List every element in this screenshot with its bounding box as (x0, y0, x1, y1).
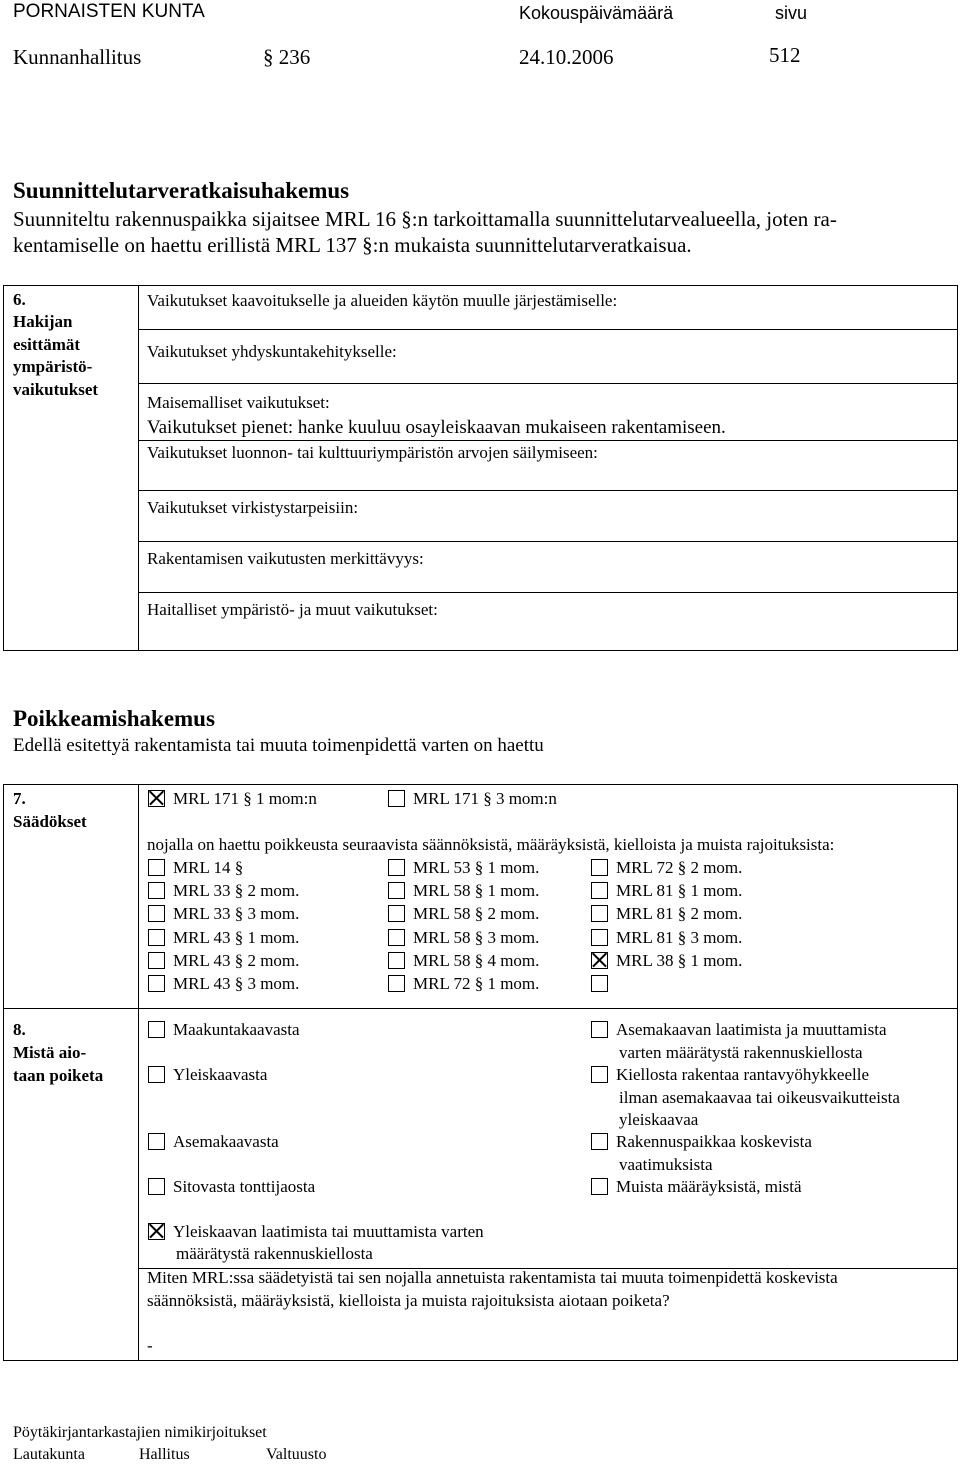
impact-label-significance: Rakentamisen vaikutusten merkittävyys: (147, 549, 424, 568)
option-label: MRL 72 § 1 mom. (413, 974, 540, 993)
option-label: MRL 58 § 4 mom. (413, 951, 540, 970)
option-label: MRL 81 § 2 mom. (616, 904, 743, 923)
impact-label-harmful: Haitalliset ympäristö- ja muut vaikutukset: (147, 600, 438, 619)
option-label: MRL 58 § 2 mom. (413, 904, 540, 923)
footer-body-executive: Hallitus (139, 1446, 190, 1463)
impact-label-nature: Vaikutukset luonnon- tai kulttuuriympäristön arvojen säilymiseen: (147, 443, 598, 462)
intro-line-2: kentamiselle on haettu erillistä MRL 137 §:n mukaista suunnittelutarveratkaisua. (13, 233, 692, 257)
municipality-name: PORNAISTEN KUNTA (13, 1, 205, 22)
checkbox-mrl171-1[interactable] (148, 790, 165, 807)
signatures-label: Pöytäkirjantarkastajien nimikirjoitukset (13, 1424, 267, 1441)
option-label: Asemakaavan laatimista ja muuttamista (616, 1020, 887, 1039)
section-6-title-line: Hakijan (13, 312, 73, 331)
application-title: Suunnittelutarveratkaisuhakemus (13, 178, 350, 203)
checkbox-mrl38-1[interactable] (591, 952, 608, 969)
section-6-title-line: esittämät (13, 335, 81, 354)
section-6-title-line: ympäristö- (13, 357, 93, 376)
option-label: MRL 53 § 1 mom. (413, 858, 540, 877)
option-label: Kiellosta rakentaa rantavyöhykkeelle (616, 1065, 869, 1084)
page-number: 512 (769, 43, 801, 67)
checkbox-mrl43-1[interactable] (148, 929, 165, 946)
checkbox-other-regulations[interactable] (591, 1178, 608, 1195)
option-label-cont: varten määrätystä rakennuskiellosta (619, 1043, 863, 1062)
regulations-intro: nojalla on haettu poikkeusta seuraavista säännöksistä, määräyksistä, kielloista ja muista rajoituksista: (147, 835, 835, 854)
checkbox-regional-plan[interactable] (148, 1021, 165, 1038)
option-label: MRL 171 § 3 mom:n (413, 789, 557, 808)
intro-line-1: Suunniteltu rakennuspaikka sijaitsee MRL 16 §:n tarkoittamalla suunnittelutarvealueella, joten ra- (13, 207, 837, 231)
option-label: MRL 33 § 3 mom. (173, 904, 300, 923)
option-label: Yleiskaavan laatimista tai muuttamista varten (173, 1222, 484, 1241)
impact-landscape-answer: Vaikutukset pienet: hanke kuuluu osayleiskaavan mukaiseen rakentamiseen. (147, 417, 726, 438)
section-7-title: Säädökset (13, 812, 87, 831)
section-7-number: 7. (13, 789, 26, 808)
deviation-answer: - (147, 1336, 153, 1355)
checkbox-shore-ban[interactable] (591, 1066, 608, 1083)
checkbox-master-plan-building-ban[interactable] (148, 1223, 165, 1240)
option-label: MRL 14 § (173, 858, 244, 877)
option-label: MRL 72 § 2 mom. (616, 858, 743, 877)
checkbox-mrl81-3[interactable] (591, 929, 608, 946)
section-number: § 236 (263, 45, 311, 69)
checkbox-mrl58-4[interactable] (388, 952, 405, 969)
deviation-question-line-2: säännöksistä, määräyksistä, kielloista ja muista rajoituksista aiotaan poiketa? (147, 1291, 670, 1310)
section-6-title-line: vaikutukset (13, 380, 99, 399)
option-label: MRL 43 § 1 mom. (173, 928, 300, 947)
option-label-cont: vaatimuksista (619, 1155, 713, 1174)
option-label: MRL 171 § 1 mom:n (173, 789, 317, 808)
board-name: Kunnanhallitus (13, 45, 142, 69)
footer-body-council: Valtuusto (266, 1446, 327, 1463)
checkbox-mrl33-2[interactable] (148, 882, 165, 899)
checkbox-other-empty[interactable] (591, 975, 608, 992)
section-8-title-line: taan poiketa (13, 1066, 104, 1085)
section-6-number: 6. (13, 290, 26, 309)
checkbox-mrl43-2[interactable] (148, 952, 165, 969)
deviation-question-line-1: Miten MRL:ssa säädetyistä tai sen nojalla annetuista rakentamista tai muuta toimenpidettä koskevista (147, 1268, 838, 1287)
option-label: Yleiskaavasta (173, 1065, 268, 1084)
option-label: MRL 43 § 2 mom. (173, 951, 300, 970)
option-label: Maakuntakaavasta (173, 1020, 300, 1039)
option-label-cont: ilman asemakaavaa tai oikeusvaikutteista (619, 1088, 900, 1107)
date-label: Kokouspäivämäärä (519, 3, 674, 23)
section-8-title-line: Mistä aio- (13, 1043, 87, 1062)
checkbox-building-site-requirements[interactable] (591, 1133, 608, 1150)
deviation-title: Poikkeamishakemus (13, 706, 215, 731)
deviation-subtitle: Edellä esitettyä rakentamista tai muuta toimenpidettä varten on haettu (13, 735, 544, 756)
option-label-cont: määrätystä rakennuskiellosta (176, 1244, 373, 1263)
option-label: MRL 33 § 2 mom. (173, 881, 300, 900)
checkbox-mrl14[interactable] (148, 859, 165, 876)
checkbox-mrl43-3[interactable] (148, 975, 165, 992)
impact-label-planning: Vaikutukset kaavoitukselle ja alueiden käytön muulle järjestämiselle: (147, 291, 618, 310)
option-label: Asemakaavasta (173, 1132, 279, 1151)
checkbox-binding-plot-division[interactable] (148, 1178, 165, 1195)
option-label: MRL 58 § 1 mom. (413, 881, 540, 900)
checkbox-mrl81-1[interactable] (591, 882, 608, 899)
page-label: sivu (775, 3, 808, 23)
option-label: Muista määräyksistä, mistä (616, 1177, 802, 1196)
option-label: Sitovasta tonttijaosta (173, 1177, 316, 1196)
impact-label-recreation: Vaikutukset virkistystarpeisiin: (147, 498, 359, 517)
checkbox-master-plan[interactable] (148, 1066, 165, 1083)
option-label: MRL 81 § 3 mom. (616, 928, 743, 947)
footer-body-board: Lautakunta (13, 1446, 85, 1463)
checkbox-mrl33-3[interactable] (148, 905, 165, 922)
checkbox-mrl171-3[interactable] (388, 790, 405, 807)
section-8-number: 8. (13, 1020, 26, 1039)
option-label: MRL 81 § 1 mom. (616, 881, 743, 900)
option-label: MRL 38 § 1 mom. (616, 951, 743, 970)
option-label: Rakennuspaikkaa koskevista (616, 1132, 812, 1151)
checkbox-mrl53-1[interactable] (388, 859, 405, 876)
meeting-date: 24.10.2006 (519, 45, 614, 69)
checkbox-detailed-plan[interactable] (148, 1133, 165, 1150)
option-label: MRL 43 § 3 mom. (173, 974, 300, 993)
option-label-cont: yleiskaavaa (619, 1110, 699, 1129)
option-label: MRL 58 § 3 mom. (413, 928, 540, 947)
checkbox-building-ban-detailed[interactable] (591, 1021, 608, 1038)
impact-label-community: Vaikutukset yhdyskuntakehitykselle: (147, 342, 397, 361)
checkbox-mrl58-3[interactable] (388, 929, 405, 946)
checkbox-mrl72-1[interactable] (388, 975, 405, 992)
checkbox-mrl81-2[interactable] (591, 905, 608, 922)
checkbox-mrl72-2[interactable] (591, 859, 608, 876)
checkbox-mrl58-2[interactable] (388, 905, 405, 922)
checkbox-mrl58-1[interactable] (388, 882, 405, 899)
impact-label-landscape: Maisemalliset vaikutukset: (147, 393, 330, 412)
